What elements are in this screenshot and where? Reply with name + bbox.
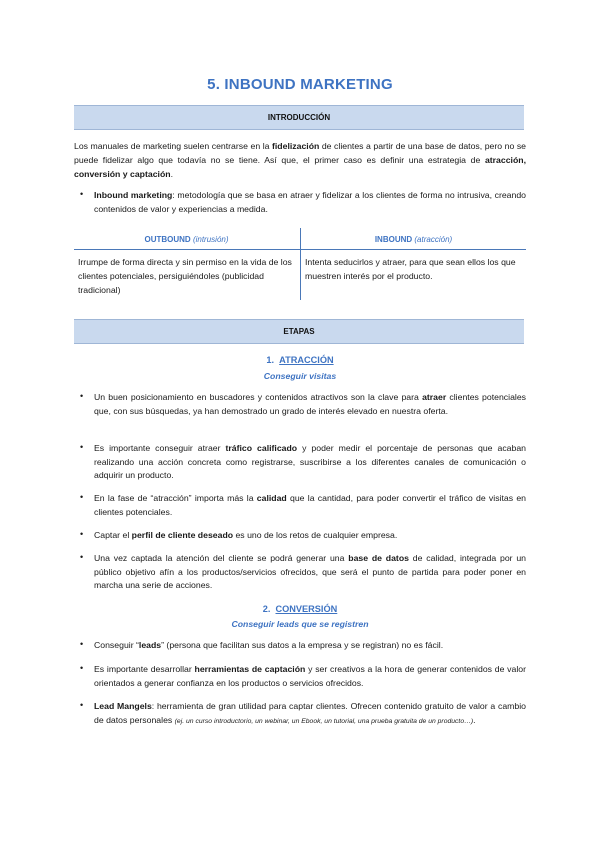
- emphasis: atraer: [422, 392, 447, 402]
- section-heading-atraccion: [0, 355, 600, 365]
- intro-paragraph: [74, 139, 526, 181]
- text: ” (persona que facilitan sus datos a la empresa y se registran) no es fácil.: [161, 640, 444, 650]
- bullet-marker: •: [80, 663, 84, 673]
- section-band-intro: [74, 105, 524, 130]
- section-number: 2.: [262, 604, 271, 614]
- text: Es importante conseguir atraer: [94, 443, 226, 453]
- list-item: [94, 492, 526, 519]
- text: es uno de los retos de cualquier empresa.: [233, 530, 398, 540]
- text: de clientes a partir de una base de datos, pero no se puede fidelizar algo que todavía no se tiene. Así que, el primer caso es definir una estrategia de: [74, 141, 527, 165]
- emphasis: atracción, conversión y captación: [74, 155, 526, 179]
- text: Una vez captada la atención del cliente se podrá generar una: [94, 553, 349, 563]
- section-band-etapas: [74, 319, 524, 344]
- bullet-marker: •: [80, 189, 84, 199]
- section-number: 1.: [266, 355, 275, 365]
- text: que la cantidad, para poder convertir el tráfico de visitas en clientes potenciales.: [94, 493, 526, 517]
- list-item: [94, 700, 526, 728]
- list-item: [94, 189, 526, 216]
- section-title: ATRACCIÓN: [279, 355, 334, 365]
- text: : metodología que se basa en atraer y fidelizar a los clientes de forma no intrusiva, creando contenidos de valor y experiencias a medida.: [94, 190, 527, 214]
- example-note: (ej. un curso introductorio, un webinar, un Ebook, un tutorial, una prueba gratuita de un producto…): [174, 717, 474, 725]
- table-cell-inbound: Intenta seducirlos y atraer, para que sean ellos los que muestren interés por el producto.: [305, 257, 516, 281]
- band-label: INTRODUCCIÓN: [267, 113, 331, 122]
- text: : herramienta de gran utilidad para captar clientes. Ofrecen contenido gratuito de valor a cambio de datos personales: [94, 701, 526, 725]
- text: Conseguir “: [94, 640, 139, 650]
- text: y ser creativos a la hora de generar contenidos de valor orientados a generar confianza en los productos o servicios ofrecidos.: [94, 664, 527, 688]
- text: Captar el: [94, 530, 132, 540]
- emphasis: leads: [138, 640, 162, 650]
- text: Es importante desarrollar: [94, 664, 195, 674]
- table-cell-outbound: Irrumpe de forma directa y sin permiso en la vida de los clientes potenciales, persiguiéndoles (publicidad tradicional): [78, 257, 292, 295]
- emphasis: calidad: [256, 493, 287, 503]
- text: de calidad, integrada por un público objetivo afín a los productos/servicios ofrecidos, que será el punto de partida para poder poner en marcha una serie de acciones.: [94, 553, 526, 590]
- bullet-marker: •: [80, 492, 84, 502]
- bullet-marker: •: [80, 639, 84, 649]
- header-label: OUTBOUND: [144, 235, 191, 244]
- bullet-marker: •: [80, 700, 84, 710]
- page-title: 5. INBOUND MARKETING: [207, 76, 393, 93]
- table-header-outbound: [74, 230, 299, 249]
- bullet-marker: •: [80, 552, 84, 562]
- text: y poder medir el porcentaje de personas que acaban realizando una acción concreta como registrarse, suscribirse a los diferentes canales de comunicación o adquirir un producto.: [94, 443, 526, 480]
- table-column-divider: [300, 228, 301, 300]
- text: Los manuales de marketing suelen centrarse en la: [74, 141, 272, 151]
- emphasis: fidelización: [272, 141, 320, 151]
- text: .: [170, 169, 173, 179]
- band-label: ETAPAS: [283, 327, 315, 336]
- emphasis: tráfico calificado: [225, 443, 298, 453]
- bullet-marker: •: [80, 391, 84, 401]
- bullet-marker: •: [80, 442, 84, 452]
- text: .: [473, 714, 476, 725]
- emphasis: Lead Mangels: [94, 701, 152, 711]
- list-item: [94, 552, 526, 593]
- emphasis: base de datos: [348, 553, 409, 563]
- header-note: (atracción): [414, 235, 453, 244]
- section-heading-conversion: [0, 604, 600, 614]
- list-item: [94, 391, 526, 418]
- header-note: (intrusión): [192, 235, 229, 244]
- section-subtitle: Conseguir leads que se registren: [231, 619, 369, 629]
- emphasis: herramientas de captación: [194, 664, 306, 674]
- text: Un buen posicionamiento en buscadores y contenidos atractivos son la clave para: [94, 392, 423, 402]
- table-header-inbound: [301, 230, 526, 249]
- header-label: INBOUND: [374, 235, 413, 244]
- section-title: CONVERSIÓN: [275, 604, 338, 614]
- list-item: [94, 639, 526, 653]
- text: En la fase de “atracción” importa más la: [94, 493, 257, 503]
- list-item: [94, 442, 526, 483]
- list-item: [94, 663, 526, 690]
- section-subtitle: Conseguir visitas: [263, 371, 337, 381]
- emphasis: perfil de cliente deseado: [131, 530, 234, 540]
- text: clientes potenciales que, con sus búsquedas, ya han demostrado un grado de interés elevado en nuestra oferta.: [94, 392, 527, 416]
- list-item: [94, 529, 526, 543]
- emphasis: Inbound marketing: [94, 190, 173, 200]
- bullet-marker: •: [80, 529, 84, 539]
